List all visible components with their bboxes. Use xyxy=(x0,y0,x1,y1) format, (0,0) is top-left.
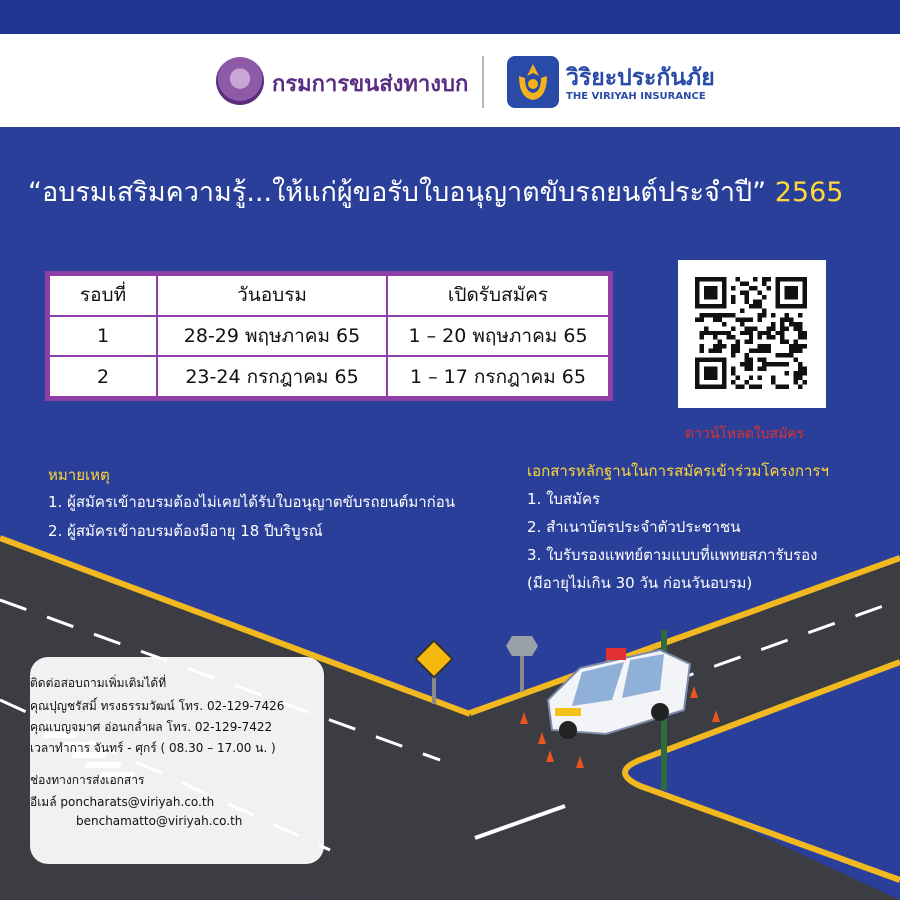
note-item: 2. ผู้สมัครเข้าอบรมต้องมีอายุ 18 ปีบริบูรณ์ xyxy=(48,522,323,540)
training-date-cell: 23-24 กรกฎาคม 65 xyxy=(157,356,387,397)
pedestrian-sign-icon xyxy=(416,641,453,678)
viriyah-name: วิริยะประกันภัย xyxy=(566,65,715,91)
viriyah-english-name: THE VIRIYAH INSURANCE xyxy=(566,91,706,102)
registration-period-cell: 1 – 20 พฤษภาคม 65 xyxy=(387,316,609,357)
email-1[interactable]: อีเมล์ poncharats@viriyah.co.th xyxy=(30,795,215,809)
document-item: 1. ใบสมัคร xyxy=(527,490,601,508)
contact-title: ติดต่อสอบถามเพิ่มเติมได้ที่ xyxy=(30,676,167,690)
registration-period-cell: 1 – 17 กรกฎาคม 65 xyxy=(387,356,609,397)
stop-sign-back-icon xyxy=(506,636,538,656)
document-channel-title: ช่องทางการส่งเอกสาร xyxy=(30,773,145,787)
round-cell: 1 xyxy=(49,316,157,357)
header-round: รอบที่ xyxy=(49,275,157,316)
dlt-name: กรมการขนส่งทางบก xyxy=(272,72,469,97)
document-item: 3. ใบรับรองแพทย์ตามแบบที่แพทยสภารับรอง xyxy=(527,546,818,564)
document-item: (มีอายุไม่เกิน 30 วัน ก่อนวันอบรม) xyxy=(527,574,753,592)
notes-title: หมายเหตุ xyxy=(48,466,110,484)
training-date-cell: 28-29 พฤษภาคม 65 xyxy=(157,316,387,357)
contact-person-1: คุณปุญชรัสมิ์ ทรงธรรมวัฒน์ โทร. 02-129-7426 xyxy=(30,699,285,713)
email-2[interactable]: benchamatto@viriyah.co.th xyxy=(76,814,243,828)
round-cell: 2 xyxy=(49,356,157,397)
documents-title: เอกสารหลักฐานในการสมัครเข้าร่วมโครงการฯ xyxy=(527,462,829,480)
header-training-date: วันอบรม xyxy=(157,275,387,316)
download-application-label[interactable]: ดาวน์โหลดใบสมัคร xyxy=(685,426,805,442)
header-registration-period: เปิดรับสมัคร xyxy=(387,275,609,316)
note-item: 1. ผู้สมัครเข้าอบรมต้องไม่เคยได้รับใบอนุญาตขับรถยนต์มาก่อน xyxy=(48,493,456,511)
document-item: 2. สำเนาบัตรประจำตัวประชาชน xyxy=(527,518,741,536)
headline-text: “อบรมเสริมความรู้...ให้แก่ผู้ขอรับใบอนุญาตขับรถยนต์ประจำปี” xyxy=(28,177,767,208)
contact-person-2: คุณเบญจมาศ อ่อนกล่ำผล โทร. 02-129-7422 xyxy=(30,720,273,734)
headline-year: 2565 xyxy=(774,177,844,208)
office-hours: เวลาทำการ จันทร์ - ศุกร์ ( 08.30 – 17.00 น. ) xyxy=(30,741,276,755)
